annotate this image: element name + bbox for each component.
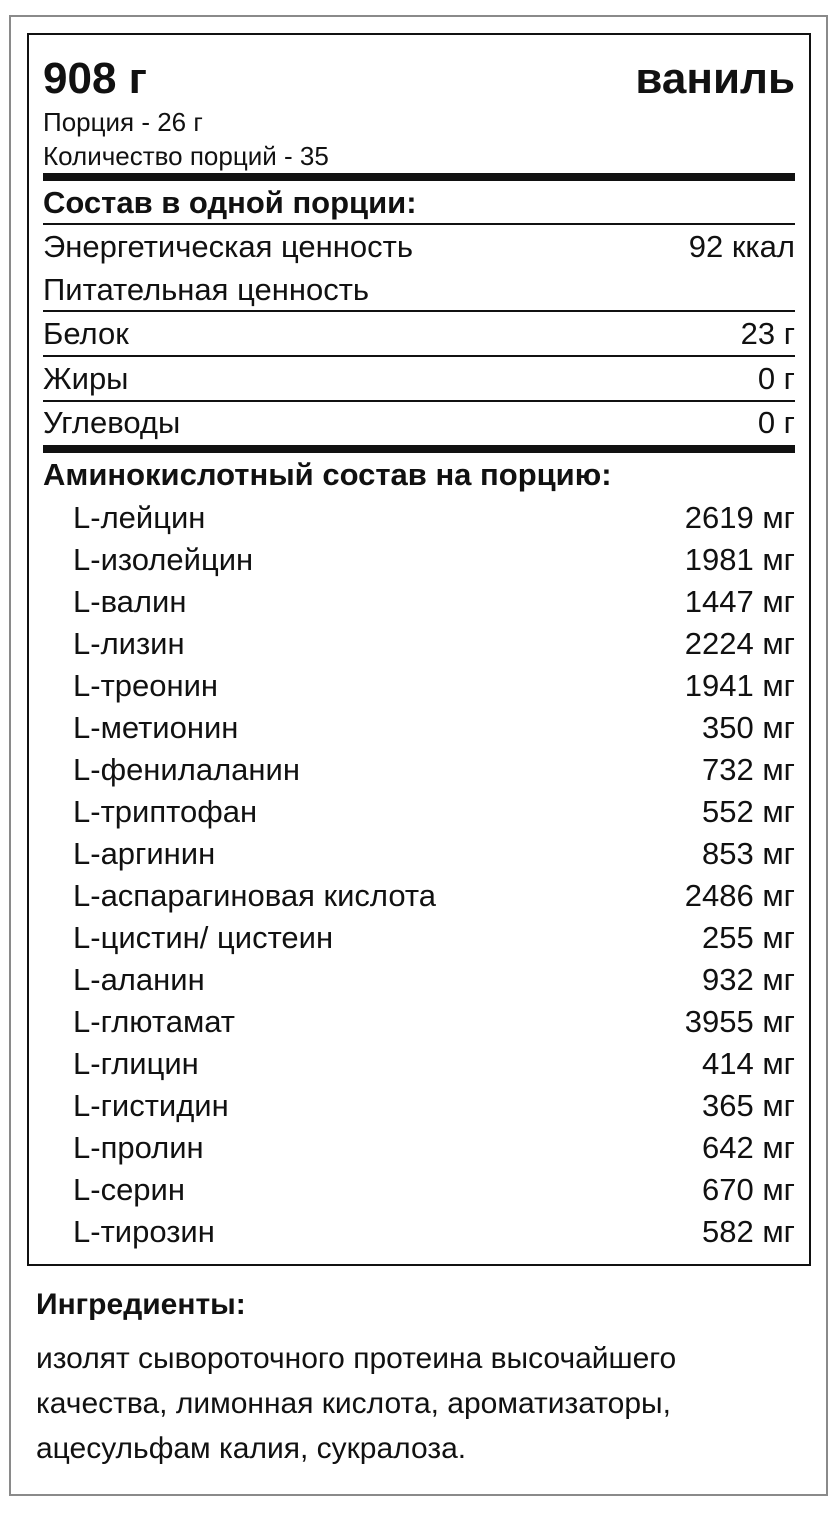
amino-value: 365 мг	[702, 1088, 795, 1123]
amino-name: L-лейцин	[73, 500, 206, 535]
net-weight: 908 г	[43, 54, 147, 103]
amino-value: 732 мг	[702, 752, 795, 787]
ingredients-title: Ингредиенты:	[36, 1288, 246, 1321]
amino-value: 932 мг	[702, 962, 795, 997]
divider	[43, 355, 795, 357]
amino-name: L-лизин	[73, 626, 185, 661]
amino-value: 670 мг	[702, 1172, 795, 1207]
amino-name: L-гистидин	[73, 1088, 229, 1123]
amino-value: 414 мг	[702, 1046, 795, 1081]
amino-value: 2486 мг	[684, 878, 795, 913]
amino-value: 255 мг	[702, 920, 795, 955]
amino-row	[43, 1132, 795, 1163]
amino-value: 1941 мг	[684, 668, 795, 703]
nutrient-value: 0 г	[757, 405, 795, 440]
nutrient-value: 23 г	[740, 316, 795, 351]
amino-row	[43, 964, 795, 995]
energy-row	[43, 231, 795, 262]
amino-row	[43, 838, 795, 869]
amino-value: 1447 мг	[684, 584, 795, 619]
amino-name: L-изолейцин	[73, 542, 254, 577]
energy-label: Энергетическая ценность	[43, 229, 413, 264]
amino-name: L-треонин	[73, 668, 219, 703]
nutrient-row-protein	[43, 318, 795, 349]
amino-name: L-триптофан	[73, 794, 258, 829]
nutrient-label: Углеводы	[43, 405, 181, 440]
nutrition-label: Питательная ценность	[43, 272, 370, 307]
amino-value: 3955 мг	[684, 1004, 795, 1039]
nutrition-facts-panel	[27, 33, 811, 1266]
nutrition-row	[43, 274, 795, 305]
amino-name: L-тирозин	[73, 1214, 215, 1249]
amino-name: L-валин	[73, 584, 187, 619]
amino-row	[43, 796, 795, 827]
amino-row	[43, 1090, 795, 1121]
amino-row	[43, 502, 795, 533]
amino-row	[43, 880, 795, 911]
composition-title: Состав в одной порции:	[43, 185, 417, 220]
amino-value: 853 мг	[702, 836, 795, 871]
amino-row	[43, 544, 795, 575]
divider	[43, 400, 795, 402]
serving-size-row	[43, 109, 795, 135]
servings-count: Количество порций - 35	[43, 141, 329, 171]
amino-row	[43, 1006, 795, 1037]
amino-name: L-пролин	[73, 1130, 204, 1165]
thick-divider	[43, 173, 795, 181]
amino-title: Аминокислотный состав на порцию:	[43, 457, 612, 492]
nutrient-row-carbs	[43, 407, 795, 438]
energy-value: 92 ккал	[688, 229, 795, 264]
amino-name: L-серин	[73, 1172, 185, 1207]
amino-row	[43, 628, 795, 659]
amino-name: L-фенилаланин	[73, 752, 300, 787]
amino-value: 582 мг	[702, 1214, 795, 1249]
amino-name: L-глютамат	[73, 1004, 236, 1039]
amino-name: L-глицин	[73, 1046, 199, 1081]
amino-value: 2224 мг	[684, 626, 795, 661]
amino-title-row	[43, 459, 795, 490]
amino-row	[43, 1048, 795, 1079]
amino-value: 2619 мг	[684, 500, 795, 535]
amino-row	[43, 712, 795, 743]
composition-title-row	[43, 187, 795, 218]
amino-value: 350 мг	[702, 710, 795, 745]
thick-divider	[43, 445, 795, 453]
divider	[43, 310, 795, 312]
flavor-label: ваниль	[635, 54, 795, 103]
amino-row	[43, 1216, 795, 1247]
amino-name: L-метионин	[73, 710, 239, 745]
amino-row	[43, 670, 795, 701]
amino-name: L-аргинин	[73, 836, 216, 871]
nutrient-label: Жиры	[43, 361, 129, 396]
header-row	[43, 54, 795, 103]
amino-value: 1981 мг	[684, 542, 795, 577]
amino-name: L-аланин	[73, 962, 205, 997]
divider	[43, 223, 795, 225]
amino-row	[43, 754, 795, 785]
amino-name: L-цистин/ цистеин	[73, 920, 334, 955]
serving-size: Порция - 26 г	[43, 107, 203, 137]
amino-row	[43, 586, 795, 617]
nutrient-label: Белок	[43, 316, 129, 351]
amino-value: 642 мг	[702, 1130, 795, 1165]
nutrient-value: 0 г	[757, 361, 795, 396]
amino-name: L-аспарагиновая кислота	[73, 878, 437, 913]
nutrient-row-fat	[43, 363, 795, 394]
servings-count-row	[43, 143, 795, 169]
ingredients-text: изолят сывороточного протеина высочайшего качества, лимонная кислота, ароматизаторы, ацесульфам калия, сукралоза.	[36, 1342, 677, 1465]
amino-row	[43, 922, 795, 953]
amino-row	[43, 1174, 795, 1205]
amino-value: 552 мг	[702, 794, 795, 829]
